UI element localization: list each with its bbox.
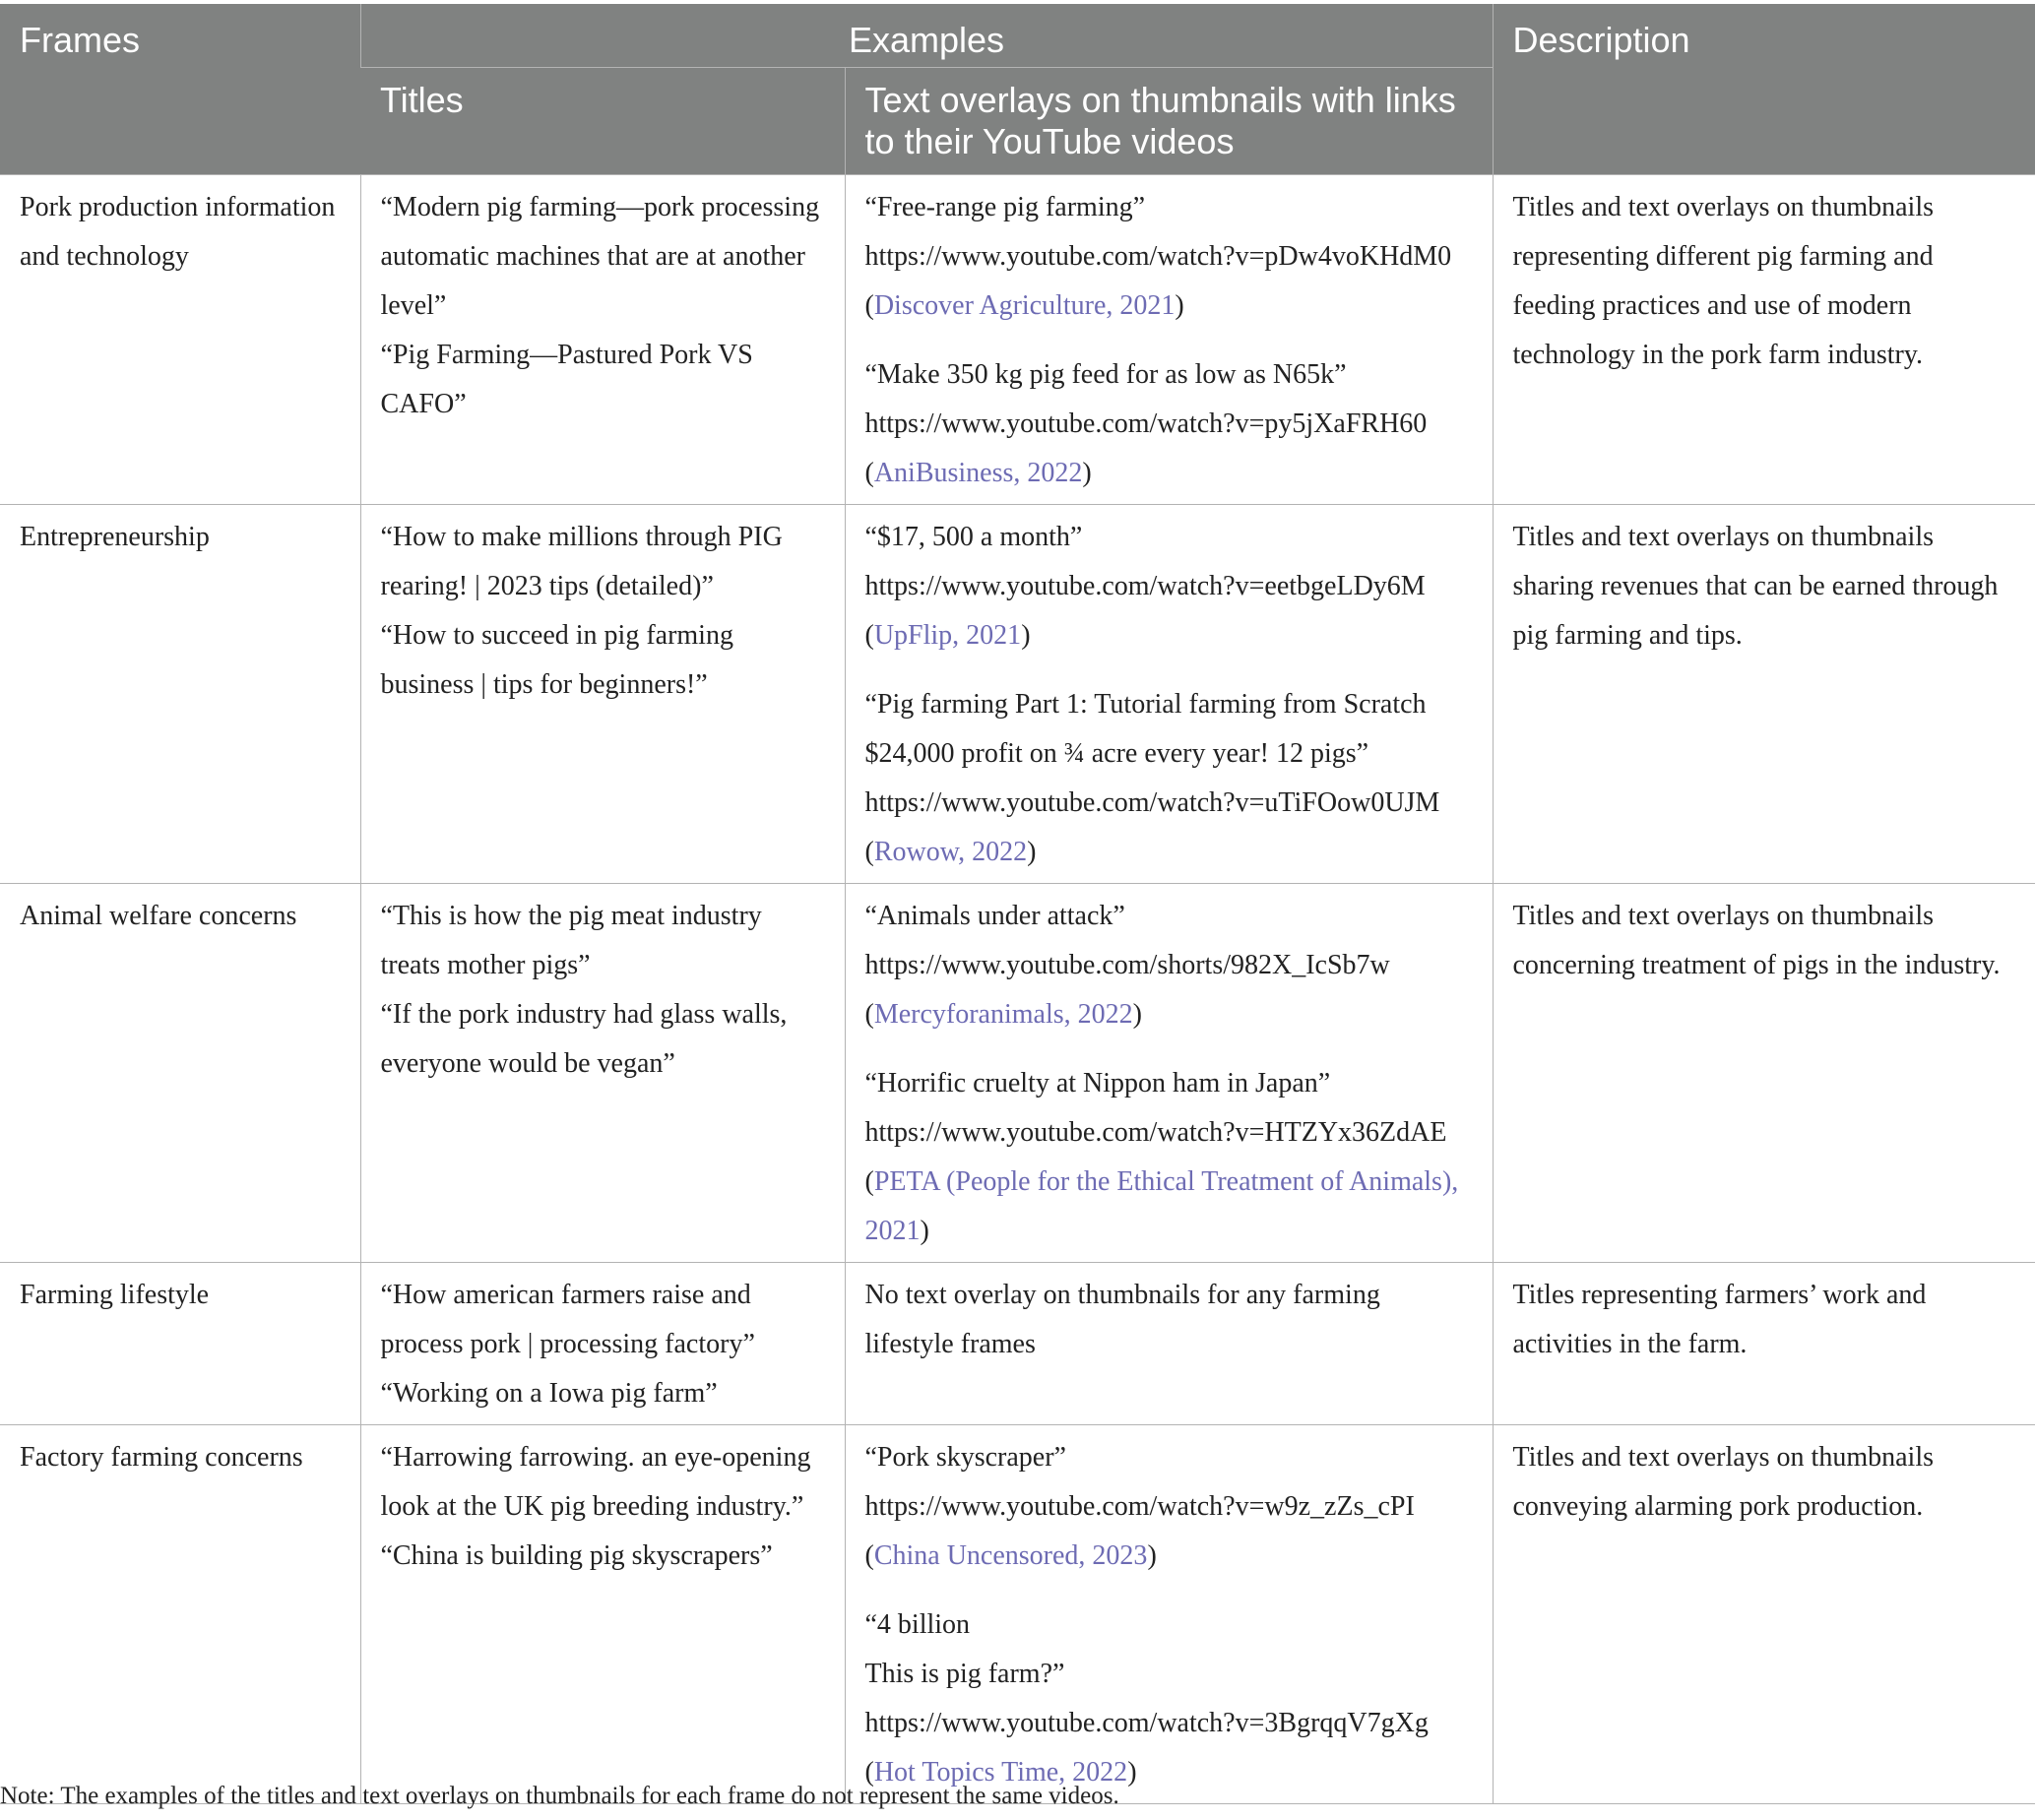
overlays-cell [845, 1263, 1493, 1425]
frames-table [0, 4, 2035, 1804]
citation: (Hot Topics Time, 2022) [864, 1757, 1137, 1788]
description-cell: Titles and text overlays on thumbnails representing different pig farming and feeding practices and use of modern technology in the pork farm industry. [1493, 175, 2035, 505]
table-row [0, 175, 2035, 505]
frame-cell: Pork production information and technology [0, 175, 360, 505]
video-title: “This is how the pig meat industry treats mother pigs” [380, 901, 762, 980]
overlay-example [865, 680, 1473, 877]
header-overlays: Text overlays on thumbnails with links to their YouTube videos [845, 68, 1493, 175]
overlay-example [865, 1059, 1473, 1256]
table-header [0, 4, 2035, 175]
overlay-example [865, 183, 1473, 331]
citation-link[interactable]: Hot Topics Time, 2022 [873, 1757, 1128, 1788]
overlay-example [865, 513, 1473, 660]
titles-cell [360, 505, 845, 884]
video-title: “How to make millions through PIG rearing! | 2023 tips (detailed)” [380, 522, 783, 601]
overlay-example [865, 1433, 1473, 1581]
video-url[interactable]: https://www.youtube.com/watch?v=pDw4voKHdM0 [864, 241, 1452, 272]
video-url[interactable]: https://www.youtube.com/watch?v=eetbgeLDy6M [864, 571, 1426, 601]
overlay-note: No text overlay on thumbnails for any farming lifestyle frames [864, 1280, 1380, 1359]
video-url[interactable]: https://www.youtube.com/watch?v=py5jXaFRH60 [864, 408, 1428, 439]
overlay-text: “Free-range pig farming” [864, 192, 1146, 222]
citation-link[interactable]: Mercyforanimals, 2022 [873, 999, 1133, 1030]
overlays-cell [845, 884, 1493, 1263]
frame-cell: Entrepreneurship [0, 505, 360, 884]
citation-link[interactable]: UpFlip, 2021 [873, 620, 1022, 651]
description-cell: Titles representing farmers’ work and activities in the farm. [1493, 1263, 2035, 1425]
overlay-text: This is pig farm?” [864, 1659, 1065, 1689]
video-url[interactable]: https://www.youtube.com/shorts/982X_IcSb7w [864, 950, 1390, 980]
overlay-text: “Pig farming Part 1: Tutorial farming from Scratch [864, 689, 1427, 720]
overlay-text: “$17, 500 a month” [864, 522, 1083, 552]
frame-cell: Factory farming concerns [0, 1425, 360, 1804]
table-note: Note: The examples of the titles and text overlays on thumbnails for each frame do not represent the same videos. [0, 1783, 1119, 1809]
video-title: “China is building pig skyscrapers” [380, 1540, 773, 1571]
citation-link[interactable]: AniBusiness, 2022 [873, 458, 1083, 488]
citation: (UpFlip, 2021) [864, 620, 1031, 651]
header-frames: Frames [0, 4, 360, 175]
header-titles: Titles [360, 68, 845, 175]
header-examples: Examples [360, 4, 1493, 68]
titles-cell [360, 884, 845, 1263]
table-row [0, 1425, 2035, 1804]
overlay-text: “Make 350 kg pig feed for as low as N65k” [864, 359, 1347, 390]
frame-cell: Animal welfare concerns [0, 884, 360, 1263]
overlay-text: $24,000 profit on ¾ acre every year! 12 pigs” [864, 738, 1369, 769]
citation: (AniBusiness, 2022) [864, 458, 1092, 488]
overlays-cell [845, 505, 1493, 884]
header-description: Description [1493, 4, 2035, 175]
citation-link[interactable]: PETA (People for the Ethical Treatment of Animals), 2021 [864, 1166, 1459, 1246]
table-row [0, 505, 2035, 884]
citation: (China Uncensored, 2023) [864, 1540, 1157, 1571]
citation-link[interactable]: Rowow, 2022 [873, 837, 1028, 867]
overlays-cell [845, 175, 1493, 505]
citation: (PETA (People for the Ethical Treatment of Animals), 2021) [864, 1166, 1459, 1246]
table-row [0, 1263, 2035, 1425]
titles-cell [360, 1425, 845, 1804]
table-body [0, 175, 2035, 1804]
video-url[interactable]: https://www.youtube.com/watch?v=w9z_zZs_cPI [864, 1491, 1415, 1522]
description-cell: Titles and text overlays on thumbnails concerning treatment of pigs in the industry. [1493, 884, 2035, 1263]
citation: (Discover Agriculture, 2021) [864, 290, 1184, 321]
video-title: “If the pork industry had glass walls, everyone would be vegan” [380, 999, 788, 1079]
video-title: “How american farmers raise and process pork | processing factory” [380, 1280, 755, 1359]
overlay-text: “Pork skyscraper” [864, 1442, 1066, 1473]
citation-link[interactable]: Discover Agriculture, 2021 [873, 290, 1176, 321]
video-url[interactable]: https://www.youtube.com/watch?v=uTiFOow0UJM [864, 787, 1440, 818]
table-row [0, 884, 2035, 1263]
titles-cell [360, 175, 845, 505]
description-cell: Titles and text overlays on thumbnails conveying alarming pork production. [1493, 1425, 2035, 1804]
overlay-example [865, 892, 1473, 1039]
frame-cell: Farming lifestyle [0, 1263, 360, 1425]
video-url[interactable]: https://www.youtube.com/watch?v=HTZYx36ZdAE [864, 1117, 1447, 1148]
overlay-text: “4 billion [864, 1609, 971, 1640]
video-title: “Pig Farming—Pastured Pork VS CAFO” [380, 340, 753, 419]
video-title: “Harrowing farrowing. an eye-opening look at the UK pig breeding industry.” [380, 1442, 811, 1522]
video-title: “Modern pig farming—pork processing automatic machines that are at another level” [380, 192, 820, 321]
citation-link[interactable]: China Uncensored, 2023 [873, 1540, 1148, 1571]
video-title: “Working on a Iowa pig farm” [380, 1378, 718, 1409]
video-title: “How to succeed in pig farming business | tips for beginners!” [380, 620, 733, 700]
citation: (Rowow, 2022) [864, 837, 1037, 867]
titles-cell [360, 1263, 845, 1425]
description-cell: Titles and text overlays on thumbnails sharing revenues that can be earned through pig farming and tips. [1493, 505, 2035, 884]
video-url[interactable]: https://www.youtube.com/watch?v=3BgrqqV7gXg [864, 1708, 1429, 1738]
overlay-text: “Animals under attack” [864, 901, 1125, 931]
overlays-cell [845, 1425, 1493, 1804]
overlay-example [865, 350, 1473, 498]
citation: (Mercyforanimals, 2022) [864, 999, 1142, 1030]
overlay-text: “Horrific cruelty at Nippon ham in Japan” [864, 1068, 1331, 1098]
overlay-example [865, 1600, 1473, 1797]
